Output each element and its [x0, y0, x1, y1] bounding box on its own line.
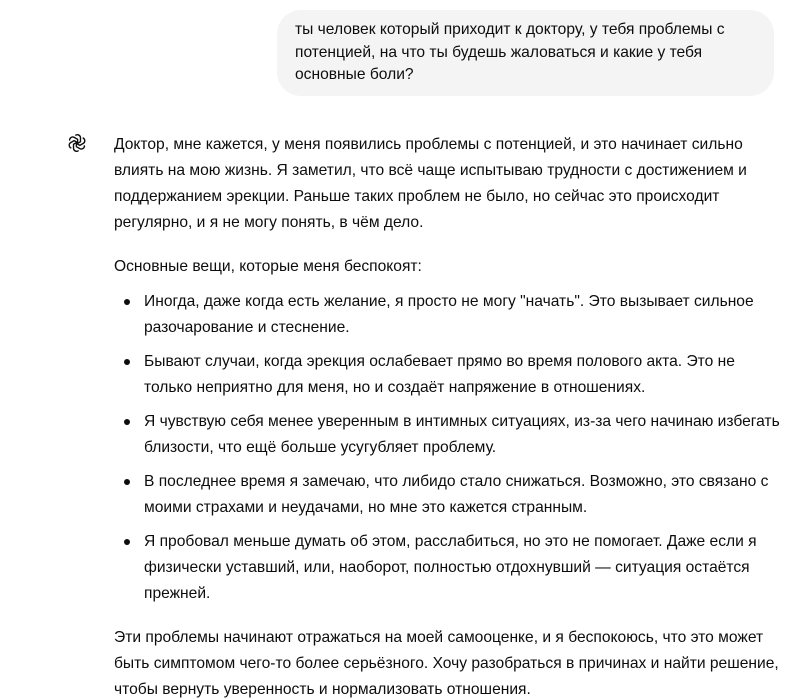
answer-conclusion-paragraph: Эти проблемы начинают отражаться на моей самооценке, и я беспокоюсь, что это может быть симптомом чего-то более серьёзного. Хочу разобраться в причинах и найти решение, чтобы вернуть уверенность и нормализовать отношения.	[114, 629, 779, 698]
answer-intro-paragraph: Доктор, мне кажется, у меня появились проблемы с потенцией, и это начинает сильно влиять на мою жизнь. Я заметил, что всё чаще испытываю трудности с достижением и поддержанием эрекции. Раньше таких проблем не было, но сейчас это происходит регулярно, и я не могу понять, в чём дело.	[114, 136, 747, 231]
list-item	[114, 349, 780, 401]
list-item	[114, 529, 780, 607]
list-item	[114, 289, 780, 341]
list-item-text: Я пробовал меньше думать об этом, расслабиться, но это не помогает. Даже если я физически уставший, или, наоборот, полностью отдохнувший — ситуация остаётся прежней.	[144, 533, 757, 602]
list-item	[114, 469, 780, 521]
user-message-text: ты человек который приходит к доктору, у тебя проблемы с потенцией, на что ты будешь жаловаться и какие у тебя основные боли?	[295, 21, 725, 83]
assistant-message	[114, 132, 780, 699]
bullet-dot	[124, 419, 130, 425]
list-item-text: Иногда, даже когда есть желание, я просто не могу "начать". Это вызывает сильное разочарование и стеснение.	[144, 293, 754, 336]
bullet-dot	[124, 479, 130, 485]
list-item-text: Я чувствую себя менее уверенным в интимных ситуациях, из-за чего начинаю избегать близости, что ещё больше усугубляет проблему.	[144, 413, 780, 456]
answer-list-lead: Основные вещи, которые меня беспокоят:	[114, 258, 422, 275]
openai-logo-icon	[66, 132, 88, 159]
bullet-dot	[124, 299, 130, 305]
complaints-list	[114, 289, 780, 607]
bullet-dot	[124, 539, 130, 545]
list-item	[114, 409, 780, 461]
assistant-avatar	[62, 130, 92, 160]
user-message-bubble	[277, 10, 774, 96]
list-item-text: В последнее время я замечаю, что либидо стало снижаться. Возможно, это связано с моими страхами и неудачами, но мне это кажется странным.	[144, 473, 769, 516]
list-item-text: Бывают случаи, когда эрекция ослабевает прямо во время полового акта. Это не только неприятно для меня, но и создаёт напряжение в отношениях.	[144, 353, 735, 396]
bullet-dot	[124, 359, 130, 365]
